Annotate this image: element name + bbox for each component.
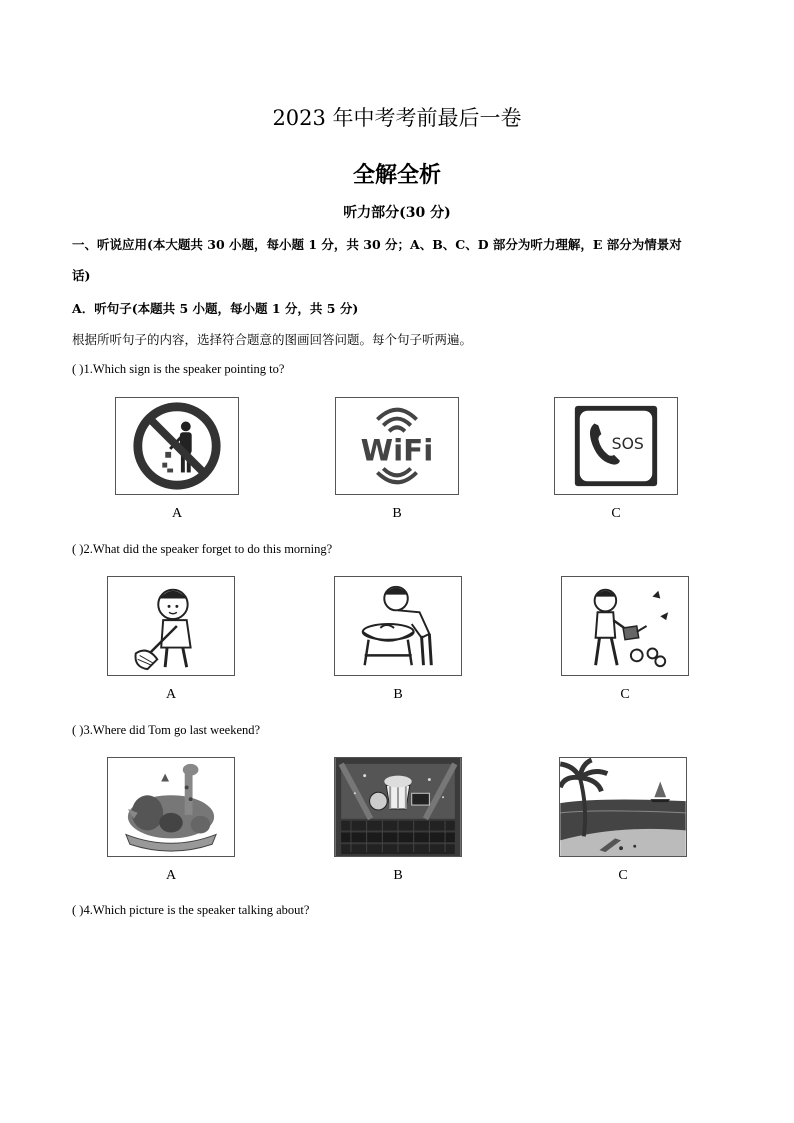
q1-option-c-label: C <box>611 506 621 521</box>
q3-option-b-image[interactable] <box>334 757 462 857</box>
part1-heading-line2: 话) <box>72 268 91 283</box>
question-3: ( )3.Where did Tom go last weekend? <box>72 723 261 737</box>
wifi-sign-icon <box>336 398 458 494</box>
q2-option-c-image[interactable] <box>561 576 689 676</box>
zoo-animals-illustration-icon <box>108 758 234 856</box>
question-1: ( )1.Which sign is the speaker pointing to? <box>72 362 285 376</box>
q3-option-c-image[interactable] <box>559 757 687 857</box>
svg-text:SOS: SOS <box>611 433 644 453</box>
q3-option-a-image[interactable] <box>107 757 235 857</box>
q3-option-c-label: C <box>618 868 628 883</box>
boy-watering-flowers-illustration-icon <box>562 577 688 675</box>
q1-option-a-image[interactable] <box>115 397 239 495</box>
q2-option-b-label: B <box>393 687 403 702</box>
part1-heading-line1: 一、听说应用(本大题共 30 小题，每小题 1 分，共 30 分；A、B、C、D 部分为听力理解，E 部分为情景对 <box>72 237 682 252</box>
q3-option-a-label: A <box>165 868 177 883</box>
question-4: ( )4.Which picture is the speaker talking about? <box>72 903 310 917</box>
q2-option-a-image[interactable] <box>107 576 235 676</box>
q1-option-b-image[interactable] <box>335 397 459 495</box>
partA-instruction: 根据所听句子的内容，选择符合题意的图画回答问题。每个句子听两遍。 <box>72 332 473 347</box>
document-subtitle: 全解全析 <box>352 162 441 188</box>
document-title: 2023 年中考考前最后一卷 <box>272 106 522 130</box>
boy-sweeping-illustration-icon <box>108 577 234 675</box>
q1-option-c-image[interactable] <box>554 397 678 495</box>
question-2: ( )2.What did the speaker forget to do this morning? <box>72 542 333 556</box>
q1-option-a-label: A <box>171 506 183 521</box>
partA-heading: A．听句子(本题共 5 小题，每小题 1 分，共 5 分) <box>72 301 359 316</box>
q2-option-a-label: A <box>165 687 177 702</box>
beach-illustration-icon <box>560 758 686 856</box>
cinema-illustration-icon <box>335 758 461 856</box>
q2-option-b-image[interactable] <box>334 576 462 676</box>
svg-text:WiFi: WiFi <box>360 433 434 468</box>
sos-phone-sign-icon <box>555 398 677 494</box>
no-littering-sign-icon <box>116 398 238 494</box>
q1-option-b-label: B <box>392 506 402 521</box>
section-heading: 听力部分(30 分) <box>343 205 451 221</box>
boy-washing-illustration-icon <box>335 577 461 675</box>
q2-option-c-label: C <box>620 687 630 702</box>
q3-option-b-label: B <box>393 868 403 883</box>
